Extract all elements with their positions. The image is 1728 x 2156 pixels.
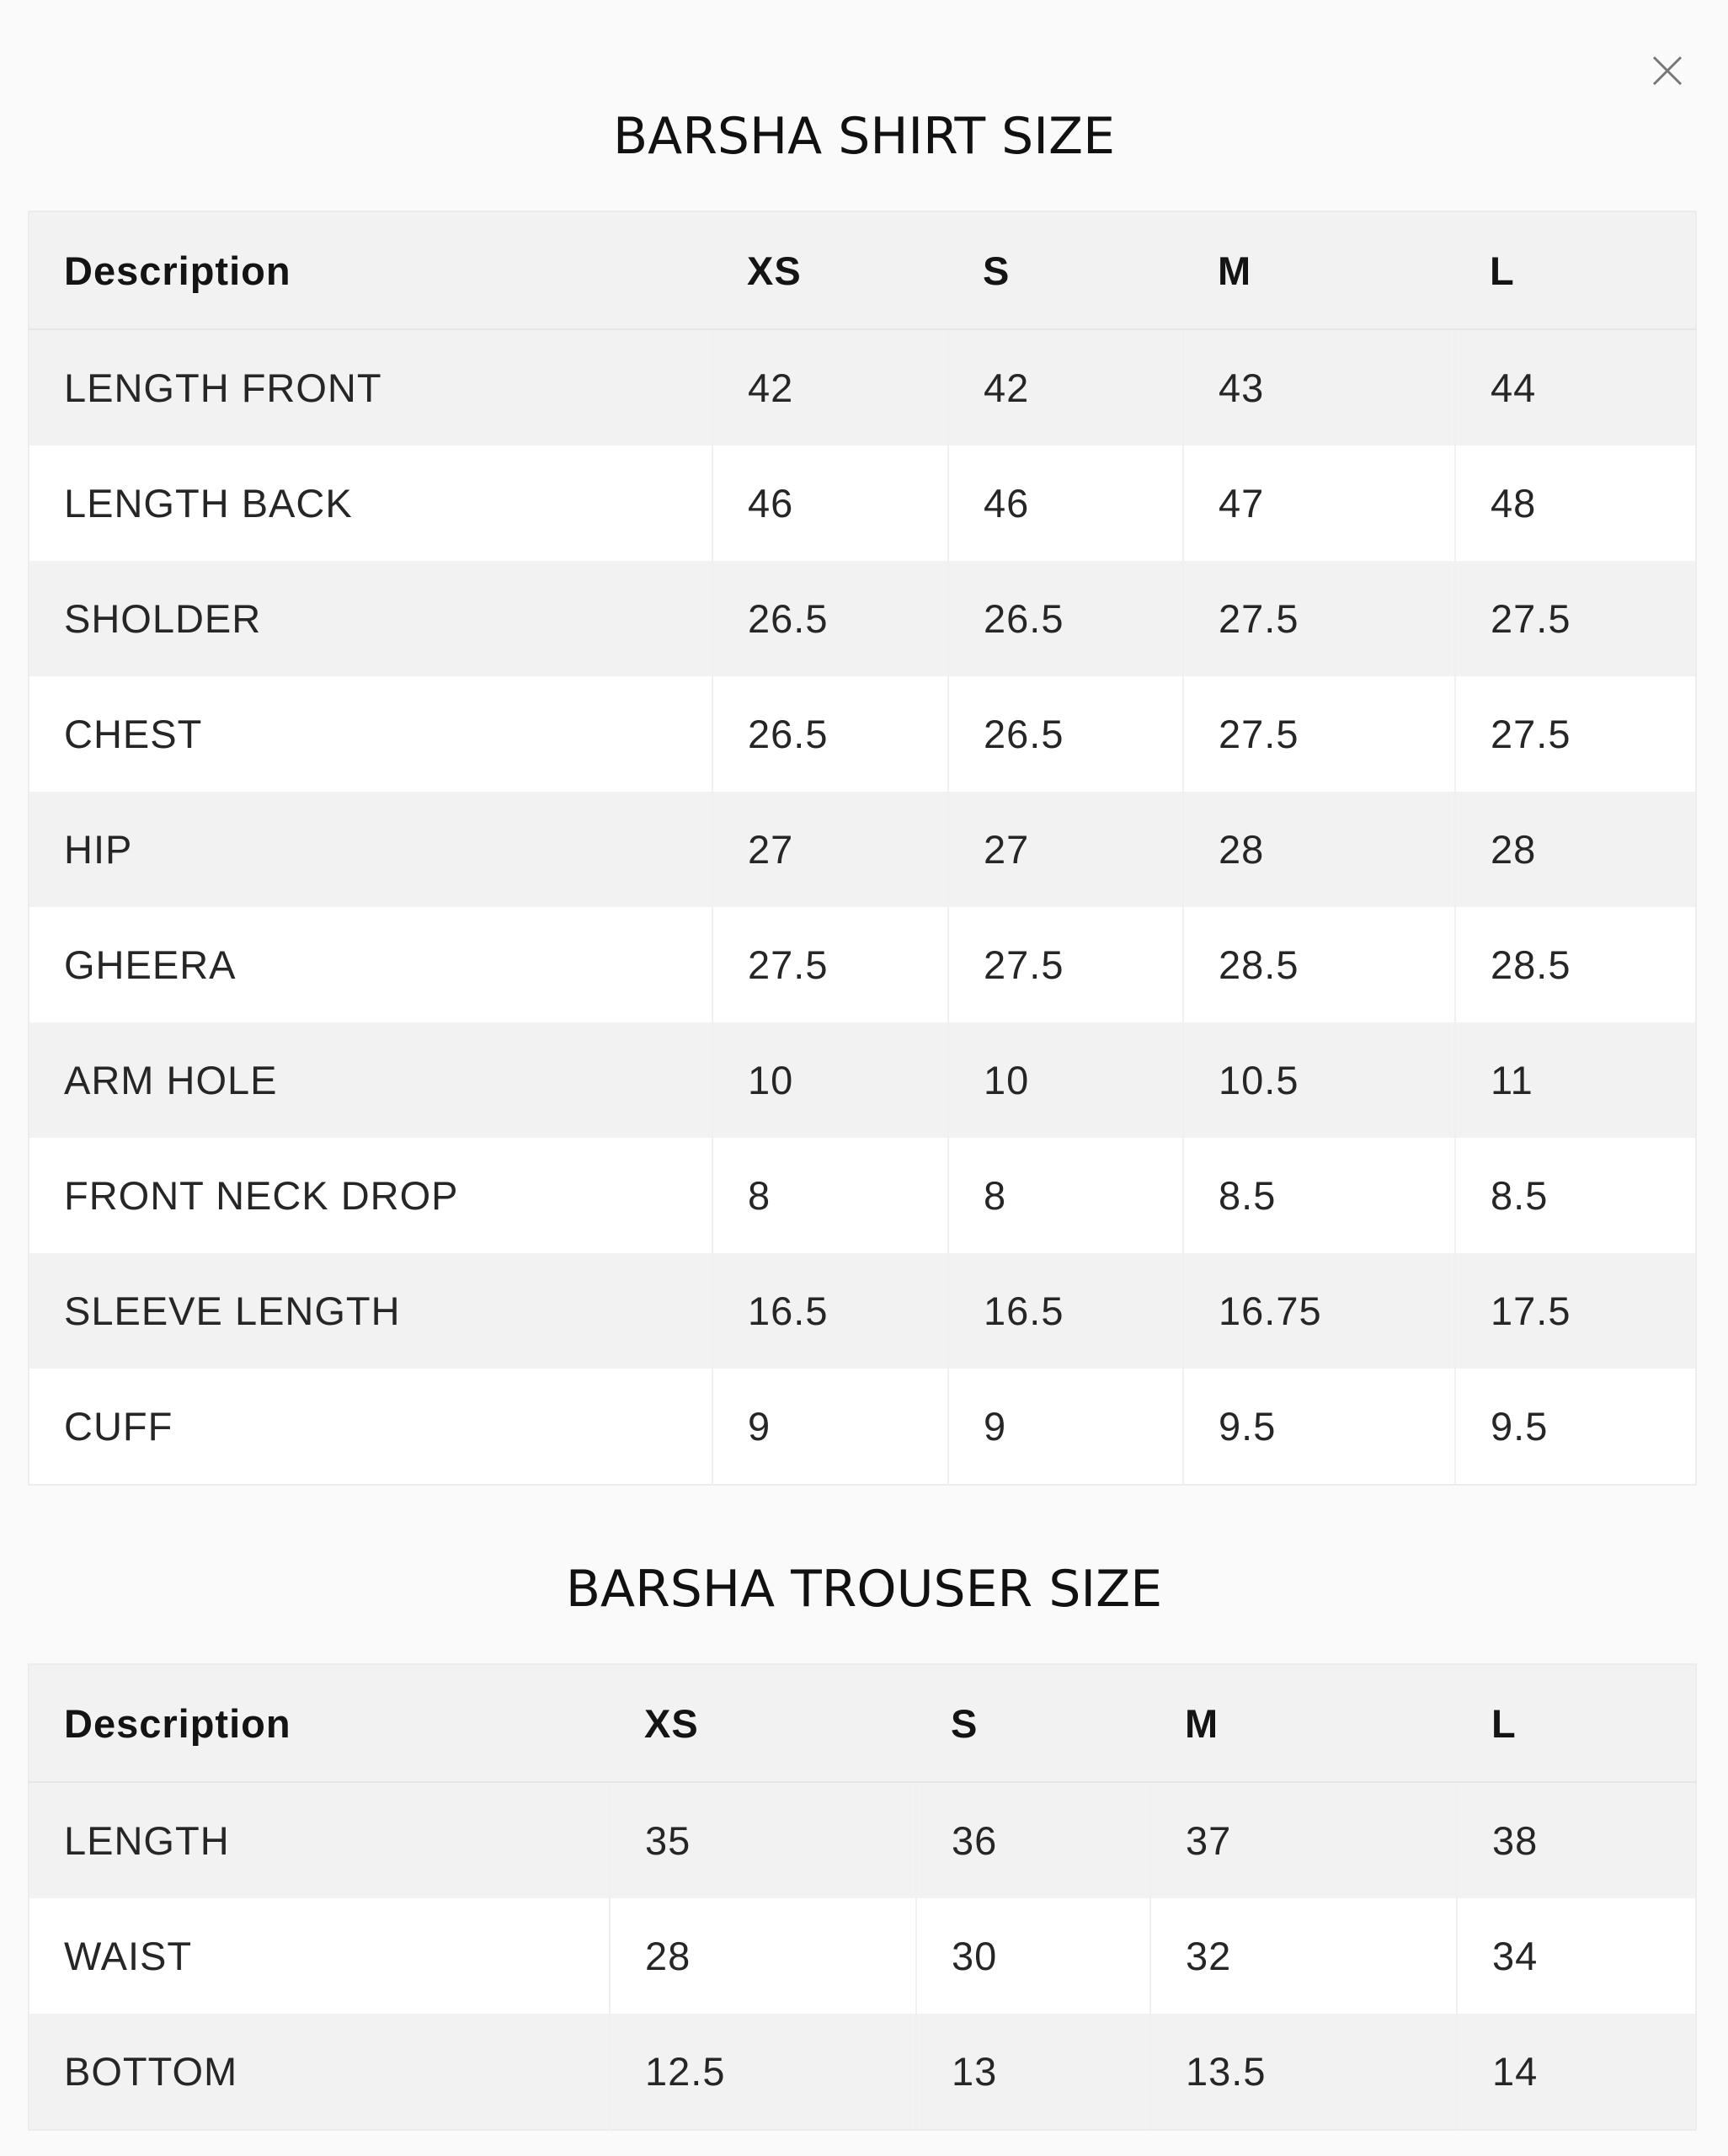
cell-l: 27.5 — [1455, 561, 1696, 676]
cell-xs: 16.5 — [712, 1253, 948, 1369]
cell-m: 27.5 — [1183, 676, 1455, 792]
cell-m: 28.5 — [1183, 907, 1455, 1022]
row-description: LENGTH BACK — [29, 446, 712, 561]
cell-m: 28 — [1183, 792, 1455, 907]
cell-m: 8.5 — [1183, 1138, 1455, 1253]
row-description: CUFF — [29, 1369, 712, 1485]
table-header-row — [29, 211, 1696, 329]
cell-xs: 35 — [610, 1782, 916, 1898]
cell-m: 32 — [1150, 1898, 1457, 2014]
row-description: CHEST — [29, 676, 712, 792]
cell-m: 47 — [1183, 446, 1455, 561]
table-row — [29, 1253, 1696, 1369]
cell-s: 26.5 — [948, 561, 1183, 676]
table-row — [29, 1138, 1696, 1253]
cell-s: 27.5 — [948, 907, 1183, 1022]
cell-m: 27.5 — [1183, 561, 1455, 676]
table-row — [29, 329, 1696, 446]
cell-s: 30 — [916, 1898, 1150, 2014]
row-description: LENGTH — [29, 1782, 610, 1898]
row-description: WAIST — [29, 1898, 610, 2014]
cell-m: 16.75 — [1183, 1253, 1455, 1369]
trouser-size-title: BARSHA TROUSER SIZE — [565, 1560, 1163, 1619]
cell-s: 27 — [948, 792, 1183, 907]
cell-s: 13 — [916, 2014, 1150, 2130]
cell-l: 34 — [1457, 1898, 1696, 2014]
table-row — [29, 1782, 1696, 1898]
close-icon — [1644, 47, 1691, 94]
table-header-row — [29, 1664, 1696, 1782]
cell-xs: 27 — [712, 792, 948, 907]
cell-s: 26.5 — [948, 676, 1183, 792]
cell-l: 8.5 — [1455, 1138, 1696, 1253]
row-description: GHEERA — [29, 907, 712, 1022]
cell-l: 28.5 — [1455, 907, 1696, 1022]
cell-l: 14 — [1457, 2014, 1696, 2130]
column-header-m: M — [1150, 1664, 1457, 1782]
row-description: ARM HOLE — [29, 1022, 712, 1138]
cell-l: 17.5 — [1455, 1253, 1696, 1369]
cell-s: 16.5 — [948, 1253, 1183, 1369]
cell-xs: 26.5 — [712, 676, 948, 792]
cell-l: 27.5 — [1455, 676, 1696, 792]
cell-l: 38 — [1457, 1782, 1696, 1898]
cell-xs: 46 — [712, 446, 948, 561]
table-row — [29, 1898, 1696, 2014]
row-description: SHOLDER — [29, 561, 712, 676]
table-row — [29, 676, 1696, 792]
column-header-l: L — [1457, 1664, 1696, 1782]
cell-xs: 27.5 — [712, 907, 948, 1022]
cell-m: 37 — [1150, 1782, 1457, 1898]
table-row — [29, 1369, 1696, 1485]
cell-s: 10 — [948, 1022, 1183, 1138]
cell-m: 43 — [1183, 329, 1455, 446]
cell-l: 9.5 — [1455, 1369, 1696, 1485]
cell-xs: 8 — [712, 1138, 948, 1253]
row-description: BOTTOM — [29, 2014, 610, 2130]
shirt-size-table — [28, 211, 1697, 1486]
cell-s: 36 — [916, 1782, 1150, 1898]
row-description: SLEEVE LENGTH — [29, 1253, 712, 1369]
row-description: FRONT NECK DROP — [29, 1138, 712, 1253]
table-row — [29, 446, 1696, 561]
table-row — [29, 2014, 1696, 2130]
cell-xs: 28 — [610, 1898, 916, 2014]
close-button[interactable] — [1644, 47, 1691, 94]
cell-xs: 26.5 — [712, 561, 948, 676]
row-description: LENGTH FRONT — [29, 329, 712, 446]
cell-l: 48 — [1455, 446, 1696, 561]
cell-l: 44 — [1455, 329, 1696, 446]
cell-s: 8 — [948, 1138, 1183, 1253]
cell-xs: 10 — [712, 1022, 948, 1138]
shirt-size-title: BARSHA SHIRT SIZE — [613, 107, 1115, 166]
cell-s: 46 — [948, 446, 1183, 561]
trouser-size-table — [28, 1663, 1697, 2131]
cell-l: 11 — [1455, 1022, 1696, 1138]
column-header-xs: XS — [610, 1664, 916, 1782]
cell-l: 28 — [1455, 792, 1696, 907]
cell-m: 9.5 — [1183, 1369, 1455, 1485]
column-header-m: M — [1183, 211, 1455, 329]
cell-m: 10.5 — [1183, 1022, 1455, 1138]
table-row — [29, 561, 1696, 676]
table-row — [29, 1022, 1696, 1138]
row-description: HIP — [29, 792, 712, 907]
cell-m: 13.5 — [1150, 2014, 1457, 2130]
cell-s: 9 — [948, 1369, 1183, 1485]
table-row — [29, 907, 1696, 1022]
table-row — [29, 792, 1696, 907]
column-header-xs: XS — [712, 211, 948, 329]
column-header-l: L — [1455, 211, 1696, 329]
column-header-s: S — [916, 1664, 1150, 1782]
column-header-description: Description — [29, 211, 712, 329]
cell-xs: 12.5 — [610, 2014, 916, 2130]
cell-s: 42 — [948, 329, 1183, 446]
column-header-description: Description — [29, 1664, 610, 1782]
cell-xs: 42 — [712, 329, 948, 446]
column-header-s: S — [948, 211, 1183, 329]
cell-xs: 9 — [712, 1369, 948, 1485]
